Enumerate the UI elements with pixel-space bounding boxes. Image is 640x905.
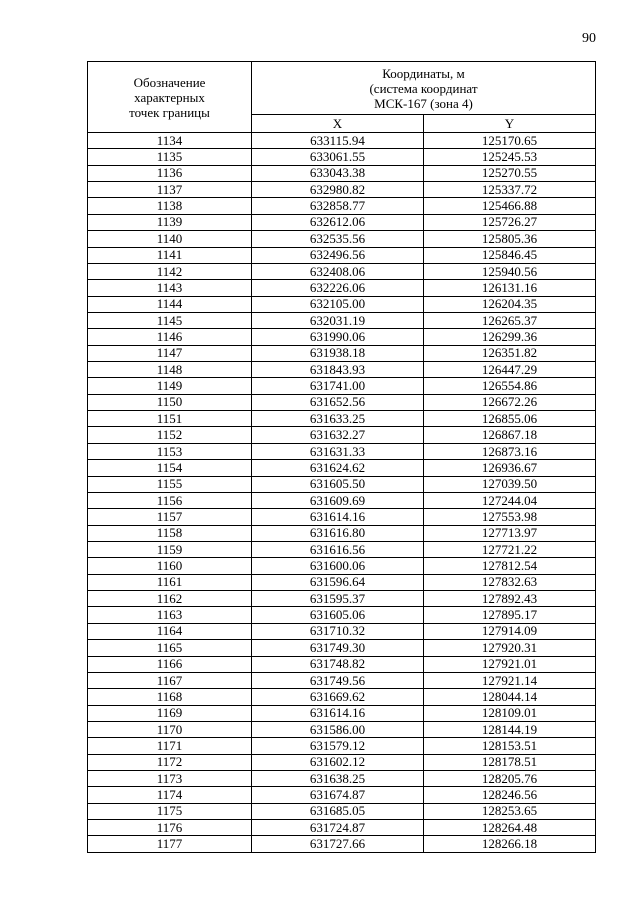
point-id-cell: 1175 [88,803,252,819]
point-id-cell: 1155 [88,476,252,492]
table-row [88,509,596,525]
y-coordinate-cell: 127920.31 [424,640,596,656]
x-coordinate-cell: 631595.37 [252,591,424,607]
y-coordinate-cell: 127895.17 [424,607,596,623]
y-coordinate-cell: 125245.53 [424,149,596,165]
table-row [88,803,596,819]
table-row [88,771,596,787]
x-coordinate-cell: 631741.00 [252,378,424,394]
table-row [88,672,596,688]
table-row [88,133,596,149]
point-id-cell: 1158 [88,525,252,541]
table-row [88,492,596,508]
point-id-cell: 1177 [88,836,252,852]
x-coordinate-cell: 631674.87 [252,787,424,803]
y-coordinate-cell: 127721.22 [424,541,596,557]
x-coordinate-cell: 631638.25 [252,771,424,787]
point-id-cell: 1154 [88,460,252,476]
y-coordinate-cell: 127553.98 [424,509,596,525]
x-coordinate-cell: 631631.33 [252,443,424,459]
point-id-cell: 1159 [88,541,252,557]
x-coordinate-cell: 631614.16 [252,509,424,525]
x-coordinate-cell: 631609.69 [252,492,424,508]
table-row [88,623,596,639]
point-id-cell: 1168 [88,689,252,705]
coordinates-header [252,62,596,115]
x-coordinate-cell: 631990.06 [252,329,424,345]
y-coordinate-cell: 125337.72 [424,182,596,198]
coords-label-line: МСК-167 (зона 4) [374,95,473,111]
point-id-cell: 1160 [88,558,252,574]
table-row [88,280,596,296]
x-coordinate-cell: 632105.00 [252,296,424,312]
y-coordinate-cell: 125846.45 [424,247,596,263]
point-id-cell: 1174 [88,787,252,803]
x-coordinate-cell: 631602.12 [252,754,424,770]
y-coordinate-cell: 127921.14 [424,672,596,688]
y-coordinate-cell: 126131.16 [424,280,596,296]
x-coordinate-cell: 631727.66 [252,836,424,852]
y-coordinate-cell: 127921.01 [424,656,596,672]
y-coordinate-cell: 125170.65 [424,133,596,149]
point-id-cell: 1141 [88,247,252,263]
table-row [88,721,596,737]
table-row [88,362,596,378]
y-coordinate-cell: 126265.37 [424,312,596,328]
point-id-cell: 1142 [88,263,252,279]
x-coordinate-cell: 632612.06 [252,214,424,230]
x-coordinate-cell: 631624.62 [252,460,424,476]
table-row [88,656,596,672]
table-row [88,787,596,803]
table-row [88,607,596,623]
y-coordinate-cell: 126204.35 [424,296,596,312]
x-coordinate-cell: 631724.87 [252,820,424,836]
y-coordinate-cell: 126351.82 [424,345,596,361]
x-coordinate-cell: 631748.82 [252,656,424,672]
x-coordinate-cell: 632535.56 [252,231,424,247]
y-coordinate-cell: 127914.09 [424,623,596,639]
y-coordinate-cell: 127244.04 [424,492,596,508]
table-row [88,198,596,214]
table-row [88,427,596,443]
x-coordinate-cell: 631843.93 [252,362,424,378]
point-id-cell: 1149 [88,378,252,394]
x-coordinate-cell: 632031.19 [252,312,424,328]
point-id-cell: 1134 [88,133,252,149]
table-row [88,476,596,492]
table-row [88,329,596,345]
table-row [88,165,596,181]
y-coordinate-cell: 128246.56 [424,787,596,803]
table-row [88,705,596,721]
point-label-line: Обозначение [133,74,206,90]
point-id-cell: 1147 [88,345,252,361]
x-coordinate-cell: 631652.56 [252,394,424,410]
y-coordinate-cell: 126867.18 [424,427,596,443]
x-coordinate-cell: 631938.18 [252,345,424,361]
point-label-header [88,62,252,133]
table-row [88,394,596,410]
x-coordinate-cell: 631596.64 [252,574,424,590]
y-coordinate-cell: 127713.97 [424,525,596,541]
table-header [88,62,596,133]
x-coordinate-cell: 631586.00 [252,721,424,737]
table-body [88,133,596,853]
y-coordinate-cell: 126447.29 [424,362,596,378]
point-id-cell: 1172 [88,754,252,770]
y-coordinate-cell: 125270.55 [424,165,596,181]
x-coordinate-cell: 631710.32 [252,623,424,639]
point-label-line: точек границы [129,104,210,120]
table-row [88,345,596,361]
x-coordinate-cell: 631616.80 [252,525,424,541]
point-id-cell: 1165 [88,640,252,656]
y-coordinate-cell: 128266.18 [424,836,596,852]
y-coordinate-cell: 128264.48 [424,820,596,836]
x-coordinate-cell: 633061.55 [252,149,424,165]
point-id-cell: 1173 [88,771,252,787]
x-coordinate-cell: 633043.38 [252,165,424,181]
table-row [88,541,596,557]
x-coordinate-cell: 631685.05 [252,803,424,819]
point-id-cell: 1171 [88,738,252,754]
table-row [88,411,596,427]
point-id-cell: 1150 [88,394,252,410]
point-id-cell: 1137 [88,182,252,198]
x-coordinate-cell: 632408.06 [252,263,424,279]
y-coordinate-cell: 128153.51 [424,738,596,754]
y-coordinate-cell: 125726.27 [424,214,596,230]
x-coordinate-cell: 631605.50 [252,476,424,492]
table-row [88,820,596,836]
table-row [88,149,596,165]
table-row [88,640,596,656]
x-coordinate-cell: 631633.25 [252,411,424,427]
y-coordinate-cell: 127812.54 [424,558,596,574]
table-row [88,836,596,852]
table-row [88,574,596,590]
point-id-cell: 1143 [88,280,252,296]
x-coordinate-cell: 631614.16 [252,705,424,721]
point-id-cell: 1162 [88,591,252,607]
point-id-cell: 1161 [88,574,252,590]
point-id-cell: 1152 [88,427,252,443]
table-row [88,558,596,574]
coordinates-table [87,61,596,853]
point-id-cell: 1176 [88,820,252,836]
point-id-cell: 1167 [88,672,252,688]
point-id-cell: 1164 [88,623,252,639]
point-id-cell: 1135 [88,149,252,165]
x-coordinate-cell: 633115.94 [252,133,424,149]
table-row [88,231,596,247]
point-id-cell: 1169 [88,705,252,721]
table-row [88,738,596,754]
y-coordinate-cell: 127892.43 [424,591,596,607]
y-coordinate-cell: 128178.51 [424,754,596,770]
point-id-cell: 1139 [88,214,252,230]
y-coordinate-cell: 128144.19 [424,721,596,737]
point-id-cell: 1156 [88,492,252,508]
point-id-cell: 1144 [88,296,252,312]
y-coordinate-cell: 126936.67 [424,460,596,476]
table-row [88,443,596,459]
table-row [88,525,596,541]
point-id-cell: 1140 [88,231,252,247]
x-coordinate-cell: 631616.56 [252,541,424,557]
y-coordinate-cell: 125940.56 [424,263,596,279]
y-coordinate-cell: 127039.50 [424,476,596,492]
point-id-cell: 1145 [88,312,252,328]
y-coordinate-cell: 126873.16 [424,443,596,459]
point-label-line: характерных [134,89,205,105]
coords-label-line: (система координат [369,80,478,96]
table-row [88,296,596,312]
point-id-cell: 1138 [88,198,252,214]
x-coordinate-cell: 631600.06 [252,558,424,574]
x-coordinate-cell: 631669.62 [252,689,424,705]
x-coordinate-cell: 631749.30 [252,640,424,656]
table-row [88,591,596,607]
header-row-top [88,62,596,115]
x-coordinate-cell: 632858.77 [252,198,424,214]
y-header: Y [424,115,596,133]
y-coordinate-cell: 125466.88 [424,198,596,214]
table-row [88,312,596,328]
y-coordinate-cell: 126299.36 [424,329,596,345]
point-id-cell: 1157 [88,509,252,525]
point-id-cell: 1146 [88,329,252,345]
y-coordinate-cell: 128253.65 [424,803,596,819]
x-coordinate-cell: 631579.12 [252,738,424,754]
y-coordinate-cell: 126672.26 [424,394,596,410]
point-id-cell: 1153 [88,443,252,459]
point-id-cell: 1136 [88,165,252,181]
x-coordinate-cell: 632226.06 [252,280,424,296]
x-coordinate-cell: 632980.82 [252,182,424,198]
table-row [88,263,596,279]
x-coordinate-cell: 631749.56 [252,672,424,688]
x-coordinate-cell: 632496.56 [252,247,424,263]
table-row [88,754,596,770]
y-coordinate-cell: 126554.86 [424,378,596,394]
y-coordinate-cell: 128205.76 [424,771,596,787]
page-number: 90 [582,31,596,46]
point-id-cell: 1166 [88,656,252,672]
coords-label-line: Координаты, м [382,65,465,81]
table-row [88,378,596,394]
table-row [88,182,596,198]
table-row [88,214,596,230]
x-coordinate-cell: 631605.06 [252,607,424,623]
y-coordinate-cell: 125805.36 [424,231,596,247]
y-coordinate-cell: 127832.63 [424,574,596,590]
y-coordinate-cell: 128044.14 [424,689,596,705]
y-coordinate-cell: 128109.01 [424,705,596,721]
x-header: X [252,115,424,133]
point-id-cell: 1163 [88,607,252,623]
point-id-cell: 1148 [88,362,252,378]
x-coordinate-cell: 631632.27 [252,427,424,443]
table-row [88,247,596,263]
y-coordinate-cell: 126855.06 [424,411,596,427]
table-row [88,460,596,476]
point-id-cell: 1151 [88,411,252,427]
table-row [88,689,596,705]
point-id-cell: 1170 [88,721,252,737]
